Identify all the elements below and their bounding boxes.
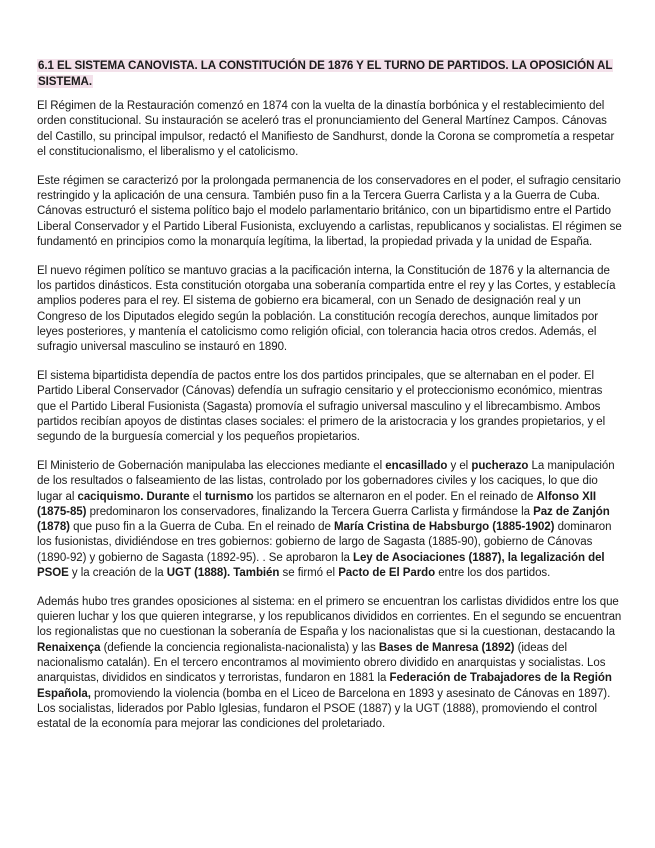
bold-term: pucherazo bbox=[471, 459, 529, 472]
p6-text: (defiende la conciencia regionalista-nacionalista) y las bbox=[100, 641, 379, 654]
bold-term: Paz de Zanjón (1878) bbox=[37, 505, 610, 534]
p5-text: que puso fin a la Guerra de Cuba. En el reinado de bbox=[69, 521, 334, 534]
p5-text: se firmó el bbox=[279, 567, 339, 580]
bold-term: Bases de Manresa (1892) bbox=[378, 641, 515, 654]
p5-text: predominaron los conservadores, finalizando la Tercera Guerra Carlista y firmándose la bbox=[86, 505, 534, 518]
document-page bbox=[37, 58, 622, 746]
paragraph-3: El nuevo régimen político se mantuvo gracias a la pacificación interna, la Constitución de 1876 y la alternancia de los partidos dinásticos. Esta constitución otorgaba una soberanía compartida entre el rey y las Cortes, y establecía amplios poderes para el rey. El sistema de gobierno era bicameral, con un Senado de designación real y un Congreso de los Diputados elegido según la población. La constitución recogía derechos, aunque limitados por leyes posteriores, y mantenía el catolicismo como religión oficial, con tolerancia hacia otros credos. Además, el sufragio universal masculino se instauró en 1890. bbox=[37, 264, 616, 354]
paragraph-4: El sistema bipartidista dependía de pactos entre los dos partidos principales, que se alternaban en el poder. El Partido Liberal Conservador (Cánovas) defendía un sufragio censitario y el proteccionismo económico, mientras que el Partido Liberal Fusionista (Sagasta) promovía el sufragio universal masculino y el librecambismo. Ambos partidos recibían apoyos de distintas clases sociales: el primero de la aristocracia y los grandes propietarios, y el segundo de la burguesía comercial y los pequeños propietarios. bbox=[37, 369, 606, 444]
bold-term: turnismo bbox=[204, 490, 254, 503]
bold-term: encasillado bbox=[385, 459, 448, 472]
paragraph-1: El Régimen de la Restauración comenzó en 1874 con la vuelta de la dinastía borbónica y el restablecimiento del orden constitucional. Su instauración se aceleró tras el pronunciamiento del General Martínez Campos. Cánovas del Castillo, su principal impulsor, redactó el Manifiesto de Sandhurst, donde la Corona se comprometía a respetar el constitucionalismo, el liberalismo y el catolicismo. bbox=[37, 100, 615, 158]
p5-text: El Ministerio de Gobernación manipulaba las elecciones mediante el bbox=[37, 459, 386, 472]
p6-text: promoviendo la violencia (bomba en el Liceo de Barcelona en 1893 y asesinato de Cánovas en 1897). Los socialistas, liderados por Pablo Iglesias, fundaron el PSOE (1887) y la UGT (1888), promoviendo el control estatal de la economía para mejorar las condiciones del proletariado. bbox=[37, 687, 611, 731]
p5-text: el bbox=[189, 490, 205, 503]
p6-text: (ideas del nacionalismo catalán). En el tercero encontramos al movimiento obrero dividido en anarquistas y socialistas. Los anarquistas, divididos en sindicatos y terroristas, fundaron en 1881 la bbox=[37, 641, 606, 685]
p5-text: y la creación de la bbox=[68, 567, 167, 580]
bold-term: Pacto de El Pardo bbox=[338, 567, 436, 580]
bold-term: Renaixença bbox=[37, 641, 101, 654]
title-highlight: 6.1 EL SISTEMA CANOVISTA. LA CONSTITUCIÓN DE 1876 Y EL TURNO DE PARTIDOS. LA OPOSICIÓN AL SISTEMA. bbox=[38, 59, 613, 88]
paragraph-2: Este régimen se caracterizó por la prolongada permanencia de los conservadores en el poder, el sufragio censitario restringido y la aplicación de una censura. También puso fin a la Tercera Guerra Carlista y a la Guerra de Cuba. Cánovas estructuró el sistema político bajo el modelo parlamentario británico, con un bipartidismo entre el Partido Liberal Conservador y el Partido Liberal Fusionista, excluyendo a carlistas, republicanos y socialistas. El régimen se fundamentó en principios como la monarquía legítima, la libertad, la propiedad privada y la unidad de España. bbox=[37, 174, 622, 248]
bold-term: María Cristina de Habsburgo (1885-1902) bbox=[333, 521, 555, 534]
bold-term: Ley de Asociaciones (1887), la legalización del PSOE bbox=[37, 551, 605, 580]
bold-term: UGT (1888). También bbox=[166, 567, 280, 580]
paragraph-6 bbox=[37, 595, 622, 733]
p5-text: dominaron los fusionistas, dividiéndose en tres gobiernos: gobierno de largo de Sagasta (1885-90), gobierno de Cánovas (1890-92) y gobierno de Sagasta (1892-95). . Se aprobaron la bbox=[37, 521, 612, 564]
p5-text: entre los dos partidos. bbox=[435, 567, 551, 580]
paragraph-5 bbox=[37, 459, 622, 581]
p5-text: los partidos se alternaron en el poder. En el reinado de bbox=[253, 490, 537, 503]
bold-term: Durante bbox=[146, 490, 190, 503]
p6-text: Además hubo tres grandes oposiciones al sistema: en el primero se encuentran los carlistas divididos entre los que quieren luchar y los que quieren integrarse, y los republicanos divididos en corrientes. En el segundo se encuentran los regionalistas que no cuestionan la soberanía de España y los nacionalistas que si la cuestionan, destacando la bbox=[37, 595, 622, 639]
bold-term: Federación de Trabajadores de la Región Española, bbox=[37, 672, 612, 700]
document-title bbox=[37, 58, 622, 89]
p5-text: La manipulación de los resultados o falseamiento de las listas, controlado por los gobernadores civiles y los caciques, lo que dio lugar al bbox=[37, 459, 615, 503]
bold-term: caciquismo. bbox=[77, 490, 147, 503]
p5-text: y el bbox=[447, 459, 472, 472]
bold-term: Alfonso XII (1875-85) bbox=[37, 490, 596, 518]
